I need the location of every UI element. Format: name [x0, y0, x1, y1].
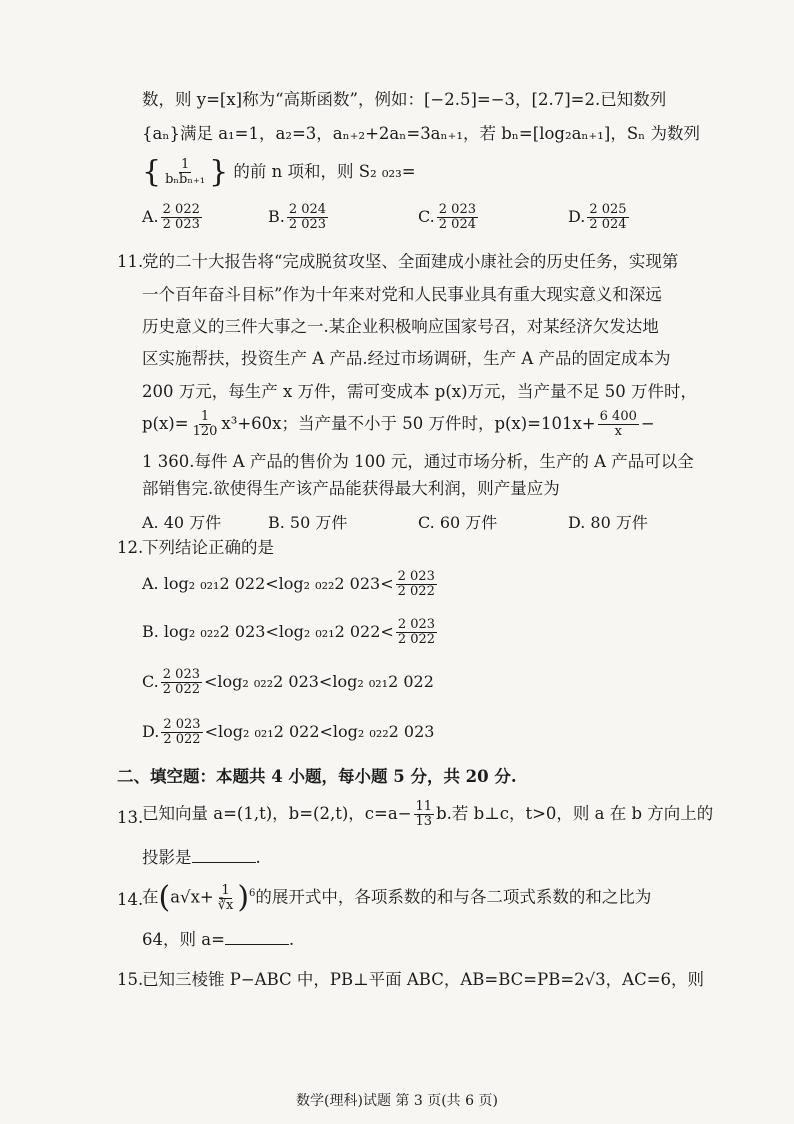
q10-line1: 数，则 y=[x]称为“高斯函数”，例如：[−2.5]=−3，[2.7]=2.已知数列	[142, 90, 667, 109]
q10-option-d: D. $\frac{2 025}{2 024}$	[568, 202, 627, 232]
q11-line3: 历史意义的三件大事之一.某企业积极响应国家号召，对某经济欠发达地	[142, 317, 659, 336]
q11-line2: 一个百年奋斗目标”作为十年来对党和人民事业具有重大现实意义和深远	[142, 285, 662, 304]
q11-line1: 党的二十大报告将“完成脱贫攻坚、全面建成小康社会的历史任务，实现第	[142, 252, 679, 271]
section-heading: 二、填空题：本题共 4 小题，每小题 5 分，共 20 分.	[117, 767, 517, 786]
q11-number: 11.	[117, 252, 144, 271]
q11-option-c: C. 60 万件	[418, 513, 498, 532]
q11-option-a: A. 40 万件	[142, 513, 222, 532]
q15-text: 已知三棱锥 P−ABC 中，PB⊥平面 ABC，AB=BC=PB=2√3，AC=6，则	[142, 970, 705, 989]
q11-option-d: D. 80 万件	[568, 513, 648, 532]
q10-fraction: $\frac{1}{\text{bₙbₙ₊₁}}$	[165, 157, 206, 187]
q10-line3	[142, 154, 416, 190]
q12-option-c: C. $\frac{2 023}{2 022}$ <log₂ ₀₂₂2 023<log₂ ₀₂₁2 022	[142, 667, 434, 697]
q12-option-d: D. $\frac{2 023}{2 022}$ <log₂ ₀₂₁2 022<log₂ ₀₂₂2 023	[142, 717, 435, 747]
q13-line2: 投影是 .	[142, 848, 261, 867]
q10-option-b: B. $\frac{2 024}{2 023}$	[268, 202, 327, 232]
q11-line5: 200 万元，每生产 x 万件，需可变成本 p(x)万元，当产量不足 50 万件时，	[142, 382, 698, 401]
q13-number: 13.	[117, 808, 144, 827]
q11-line6: 1 360.每件 A 产品的售价为 100 元，通过市场分析，生产的 A 产品可以全	[142, 452, 694, 471]
q12-option-b: B. log₂ ₀₂₂2 023<log₂ ₀₂₁2 022< $\frac{2 023}{2 022}$	[142, 617, 436, 647]
q12-stem: 下列结论正确的是	[142, 538, 274, 557]
q11-formula-line: p(x)= $\frac{1}{120}$ x³+60x；当产量不小于 50 万件时，p(x)=101x+ $\frac{6 400}{x}$ −	[142, 409, 655, 439]
left-brace: {	[142, 154, 162, 190]
q11-option-b: B. 50 万件	[268, 513, 348, 532]
q13-line1: 已知向量 a=(1,t)，b=(2,t)，c=a− $\frac{11}{13}$ b.若 b⊥c，t>0，则 a 在 b 方向上的	[142, 799, 714, 829]
q10-line3-rest: 的前 n 项和，则 S₂ ₀₂₃=	[233, 162, 416, 181]
q14-line2: 64，则 a= .	[142, 930, 295, 949]
q15-number: 15.	[117, 970, 144, 989]
q10-line2: {aₙ}满足 a₁=1，a₂=3，aₙ₊₂+2aₙ=3aₙ₊₁，若 bₙ=[log₂aₙ₊₁]，Sₙ 为数列	[142, 124, 701, 143]
q12-option-a: A. log₂ ₀₂₁2 022<log₂ ₀₂₂2 023< $\frac{2 023}{2 022}$	[142, 569, 435, 599]
page-footer: 数学(理科)试题 第 3 页(共 6 页)	[296, 1093, 498, 1109]
q11-line4: 区实施帮扶，投资生产 A 产品.经过市场调研，生产 A 产品的固定成本为	[142, 349, 671, 368]
q10-option-a: A. $\frac{2 022}{2 023}$	[142, 202, 200, 232]
answer-blank[interactable]	[192, 846, 256, 863]
answer-blank[interactable]	[225, 928, 289, 945]
q12-number: 12.	[117, 538, 144, 557]
q10-option-c: C. $\frac{2 023}{2 024}$	[418, 202, 476, 232]
q14-line1: 在(a√x+ $\frac{1}{∛x}$ )$^6$的展开式中，各项系数的和与各二项式系数的和之比为	[142, 880, 652, 915]
q11-line7: 部销售完.欲使得生产该产品能获得最大利润，则产量应为	[142, 479, 560, 498]
right-brace: }	[209, 154, 229, 190]
q14-number: 14.	[117, 890, 144, 909]
